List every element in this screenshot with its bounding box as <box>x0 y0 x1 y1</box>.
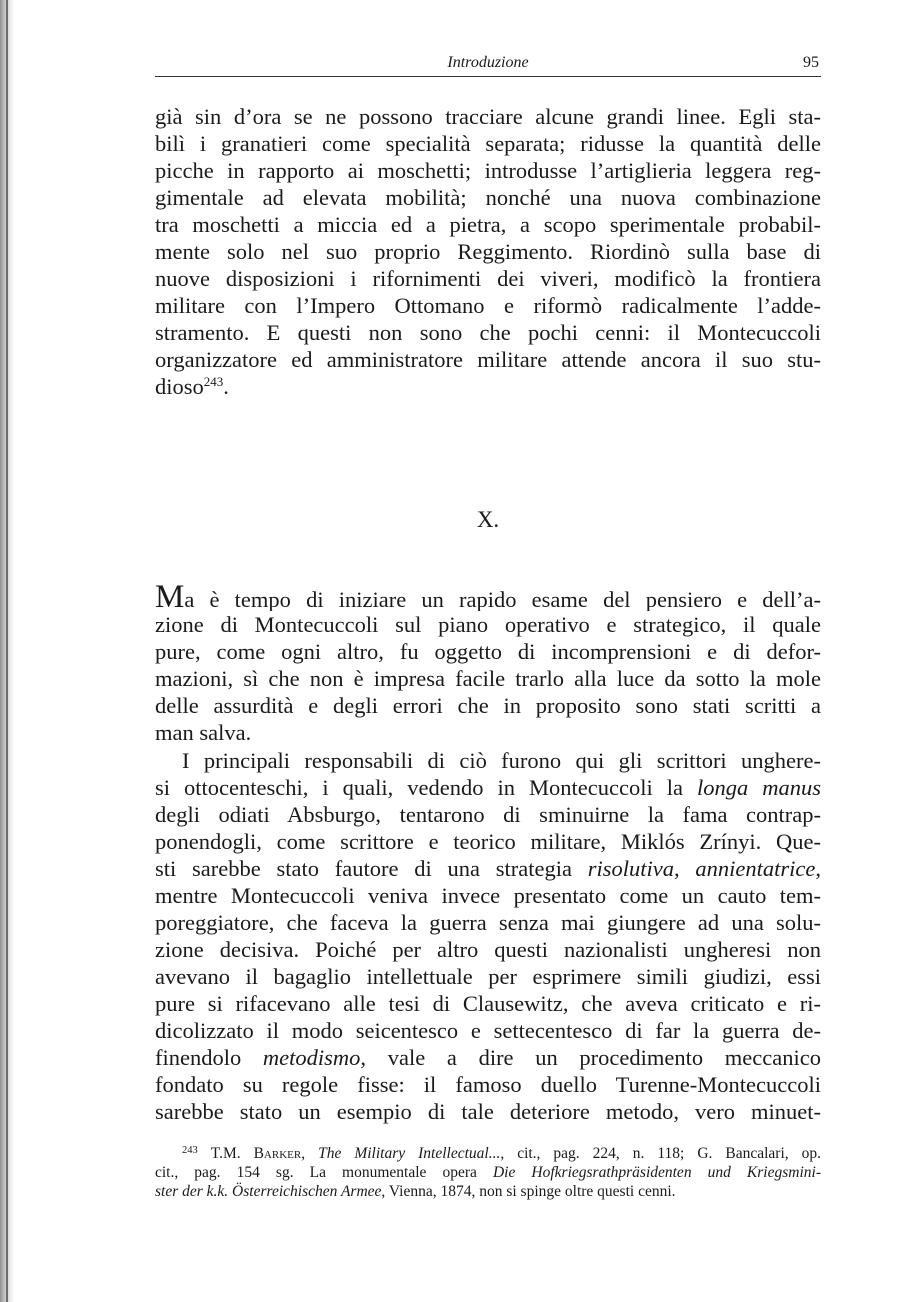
text-fragment: , <box>674 856 696 881</box>
italic-text: Die Hofkriegsrathpräsidenten und Kriegsmini- <box>492 1164 821 1181</box>
running-title: Introduzione <box>447 54 529 71</box>
drop-cap: M <box>155 584 185 611</box>
text-line: già sin d’ora se ne possono tracciare alcune grandi linee. Egli sta- <box>155 104 821 129</box>
footnote-line <box>155 1182 821 1201</box>
text-line: bilì i granatieri come specialità separata; ridusse la quantità delle <box>155 131 821 156</box>
small-caps-text: Barker <box>253 1145 302 1162</box>
text-line: degli odiati Absburgo, tentarono di sminuirne la fama contrap- <box>155 802 821 827</box>
text-fragment: finendolo <box>155 1045 263 1070</box>
italic-text: metodismo <box>262 1045 361 1070</box>
text-fragment: T.M. <box>210 1145 254 1162</box>
footnote-number: 243 <box>182 1145 198 1156</box>
text-line: zione di Montecuccoli sul piano operativo e strategico, il quale <box>155 612 821 637</box>
text-line: mentre Montecuccoli veniva invece presentato come un cauto tem- <box>155 883 821 908</box>
text-line: pure, come ogni altro, fu oggetto di incomprensioni e di defor- <box>155 639 821 664</box>
text-fragment: , vale a dire un procedimento meccanico <box>360 1045 821 1070</box>
text-line <box>155 1044 821 1071</box>
footnote-line <box>155 1163 821 1182</box>
text-line: delle assurdità e degli errori che in proposito sono stati scritti a <box>155 693 821 718</box>
book-binding-shadow <box>0 0 14 1302</box>
text-fragment <box>198 1145 211 1162</box>
text-fragment: dioso <box>155 374 204 399</box>
text-line: man salva. <box>155 720 252 745</box>
text-line: organizzatore ed amministratore militare attende ancora il suo stu- <box>155 347 821 372</box>
running-header <box>155 52 821 77</box>
text-line: fondato su regole fisse: il famoso duello Turenne-Montecuccoli <box>155 1072 821 1097</box>
text-fragment: sti sarebbe stato fautore di una strategia <box>155 856 588 881</box>
text-fragment: , cit., pag. 224, n. 118; G. Bancalari, op. <box>500 1145 821 1162</box>
text-fragment: si ottocenteschi, i quali, vedendo in Montecuccoli la <box>155 775 697 800</box>
text-line: mente solo nel suo proprio Reggimento. Riordinò sulla base di <box>155 239 821 264</box>
text-line <box>155 855 821 882</box>
text-line <box>155 373 821 400</box>
text-line <box>155 584 821 611</box>
text-line: nuove disposizioni i rifornimenti dei viveri, modificò la frontiera <box>155 266 821 291</box>
text-line: tra moschetti a miccia ed a pietra, a scopo sperimentale probabil- <box>155 212 821 237</box>
paragraph-1 <box>155 103 821 400</box>
footnote <box>155 1144 821 1201</box>
italic-text: risolutiva <box>587 856 674 881</box>
text-line: dicolizzato il modo seicentesco e settecentesco di far la guerra de- <box>155 1018 821 1043</box>
text-line: ponendogli, come scrittore e teorico militare, Miklós Zrínyi. Que- <box>155 829 821 854</box>
text-line: zione decisiva. Poiché per altro questi nazionalisti ungheresi non <box>155 937 821 962</box>
text-fragment: , <box>301 1145 319 1162</box>
text-fragment: , Vienna, 1874, non si spinge oltre questi cenni. <box>381 1183 676 1200</box>
text-fragment: a è tempo di iniziare un rapido esame del pensiero e dell’a- <box>184 587 821 611</box>
text-line: gimentale ad elevata mobilità; nonché una nuova combinazione <box>155 185 821 210</box>
text-line: mazioni, sì che non è impresa facile trarlo alla luce da sotto la mole <box>155 666 821 691</box>
text-fragment: , <box>815 856 821 881</box>
paragraph-3 <box>155 747 821 1125</box>
text-line: militare con l’Impero Ottomano e riformò radicalmente l’adde- <box>155 293 821 318</box>
italic-text: annientatrice <box>695 856 816 881</box>
text-fragment: . <box>223 374 229 399</box>
footnote-reference: 243 <box>203 374 224 389</box>
paragraph-2 <box>155 584 821 746</box>
footnote-line <box>155 1144 821 1163</box>
section-title: X. <box>476 507 500 532</box>
text-line: I principali responsabili di ciò furono qui gli scrittori unghere- <box>182 748 821 773</box>
text-line <box>155 774 821 801</box>
text-line: picche in rapporto ai moschetti; introdusse l’artiglieria leggera reg- <box>155 158 821 183</box>
text-line: sarebbe stato un esempio di tale deteriore metodo, vero minuet- <box>155 1099 821 1124</box>
italic-text: longa manus <box>696 775 821 800</box>
text-line: poreggiatore, che faceva la guerra senza mai giungere ad una solu- <box>155 910 821 935</box>
text-fragment: cit., pag. 154 sg. La monumentale opera <box>155 1164 493 1181</box>
text-line: pure si rifacevano alle tesi di Clausewitz, che aveva criticato e ri- <box>155 991 821 1016</box>
text-line: avevano il bagaglio intellettuale per esprimere simili giudizi, essi <box>155 964 821 989</box>
text-line: stramento. E questi non sono che pochi cenni: il Montecuccoli <box>155 320 821 345</box>
page-number: 95 <box>803 54 819 71</box>
italic-text: ster der k.k. Österreichischen Armee <box>155 1183 382 1200</box>
italic-text: The Military Intellectual... <box>318 1145 501 1162</box>
